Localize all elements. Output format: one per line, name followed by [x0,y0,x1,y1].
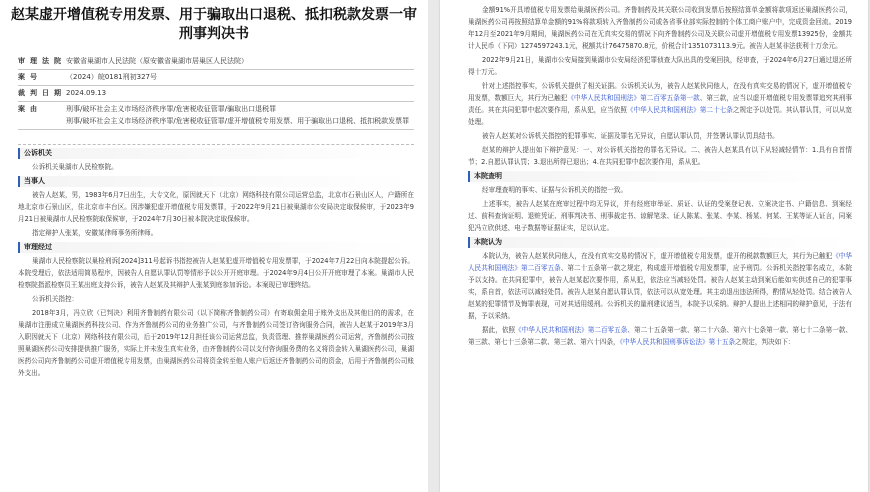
document-page-right [440,0,868,492]
meta-value-judgment-date: 2024.09.13 [66,89,107,97]
section-heading-findings: 本院查明 [468,171,852,182]
meta-label: 案由 [18,105,42,113]
meta-cause-line2: 刑事/破坏社会主义市场经济秩序罪/危害税收征管罪/虚开增值税专用发票、用于骗取出口退税、抵扣税款发票罪 [66,117,410,125]
paragraph: 被告人赵某对公诉机关指控的犯罪事实、证据及罪名无异议，自愿认罪认罚，并签署认罪认罚具结书。 [482,132,779,140]
paragraph: 赵某的辩护人提出如下辩护意见：一、对公诉机关指控的罪名无异议。二、被告人赵某具有以下从轻减轻情节：1.具有自首情节；2.自愿认罪认罚；3.退出所得已退出；4.在共同犯罪中起次要作用，系从犯。 [468,146,852,166]
meta-label: 裁判日期 [18,89,66,97]
paragraph: 2022年9月21日，巢湖市公安局接到巢湖市公安局经济犯罪侦查大队出具的受案回执，经审查，于2024年6月27日通过退还所得十万元。 [468,56,852,76]
meta-value-cause [66,103,414,127]
paragraph: 据此，依照《中华人民共和国刑法》第二百零五条、第二十五条第一款、第二十六条、第六十七条第一款、第七十二条第一款、第三款、第七十三条第二款、第三款、第六十四条，《中华人民共和国刑事诉讼法》第十五条之规定，判决如下： [468,326,853,346]
paragraph: 被告人赵某，男，1983年6月7日出生，大专文化，原因就天下（北京）网络科技有限公司运营总监，北京市石景山区人，户籍所在地北京市石景山区，住北京市丰台区。因涉嫌犯虚开增值税专用发票罪，于2022年9月21日被巢湖市公安局决定取保候审，于2023年9月21日被巢湖市人民检察院取保候审，于2024年7月30日被本院决定取保候审。 [18,191,414,223]
section-heading-parties: 当事人 [18,176,414,187]
meta-label: 案号 [18,73,42,81]
paragraph: 经审理查明的事实、证据与公诉机关的指控一致。 [482,186,628,194]
paragraph: 本院认为，被告人赵某伙同他人，在没有真实交易的情况下，虚开增值税专用发票，虚开的税款数额巨大，其行为已触犯《中华人民共和国刑法》第二百零五条、第二十五条第一款之规定，构成虚开增值税专用发票罪，应予刑罚。公诉机关指控罪名成立，本院予以支持。在共同犯罪中，被告人赵某起次要作用，系从犯，依法应当减轻处罚。被告人赵某主动到案后能如实供述自己的犯罪事实，系自首，依法可以减轻处罚。被告人赵某自愿认罪认罚，依法可以从宽处理。其主动退出违法所得，酌情从轻处罚。结合被告人赵某的犯罪情节及悔罪表现，可对其适用缓刑。公诉机关的量刑建议适当，本院予以采纳。辩护人提出上述相同的辩护意见，于法有据，予以采纳。 [468,252,853,320]
meta-row-case-number [18,70,414,86]
paragraph: 公诉机关巢湖市人民检察院。 [32,163,118,171]
statute-link[interactable]: 《中华人民共和国刑法》第二百零五条第一款 [567,94,700,102]
metadata-table [18,54,414,130]
paragraph: 巢湖市人民检察院以巢检刑诉[2024]311号起诉书指控被告人赵某犯虚开增值税专用发票罪，于2024年7月22日向本院提起公诉。本院受理后，依法适用简易程序，因被告人自愿认罪认罚等情形予以公开开庭审理。于2024年9月4日公开开庭审理了本案。巢湖市人民检察院指派检察员王某出庭支持公诉，被告人赵某及其辩护人张某到庭参加诉讼。本案现已审理终结。 [18,257,414,289]
meta-row-judgment-date [18,86,414,102]
meta-value-court: 安徽省巢湖市人民法院（原安徽省巢湖市居巢区人民法院） [66,57,248,65]
document-page-left [0,0,428,492]
paragraph: 2018年3月，冯立欣（已判决）利用齐鲁制药有限公司（以下简称齐鲁制药公司）有寄取佣金用于账外支出及其他目的的需求，在巢湖市注册成立巢湖医药科技公司、作为齐鲁制药公司的业务推广公司，与齐鲁制药公司签订咨询服务合同，被告人赵某于2019年3月入职因就天下（北京）网络科技有限公司，后于2019年12月担任该公司运营总监，负责管理、推荐巢湖医药公司运营，齐鲁制药公司按照巢湖医药公司安排提供推广服务，实际上并未发生真实业务，由齐鲁制药公司以支付咨询服务费的名义将资金转入巢湖医药公司，巢湖医药公司向齐鲁制药公司虚开增值税专用发票，由巢湖医药公司将资金转至他人账户后返还齐鲁制药公司的资金，后用于齐鲁制药公司账外支出。 [18,309,414,377]
page-gap [428,0,440,492]
meta-cause-line1: 刑事/破坏社会主义市场经济秩序罪/危害税收征管罪/骗取出口退税罪 [66,105,277,113]
document-title-line2: 刑事判决书 [179,26,249,42]
statute-link[interactable]: 《中华人民共和国刑法》第二十七条 [626,106,733,114]
paragraph: 上述事实，被告人赵某在庭审过程中均无异议，并有经庭审举证、质证、认证的受案登记表、立案决定书、户籍信息、到案经过、前科查询证明、退赃凭证、刑事判决书、刑事裁定书、谅解笔录、证人陈某、张某、李某、杨某、何某、王某等证人证言，同案犯冯立欣供述、电子数据等证据证实，足以认定。 [468,200,852,232]
meta-label: 审理法院 [18,57,66,65]
statute-link[interactable]: 《中华人民共和国刑法》第二百零五条 [468,252,853,272]
section-heading-trial-history: 审理经过 [18,242,414,253]
meta-row-court [18,54,414,70]
paragraph: 金额91%开具增值税专用发票给巢湖医药公司。齐鲁制药及其关联公司收到发票后按照结算单金额将款项返还巢湖医药公司，巢湖医药公司再按照结算单金额的91%将款项转入齐鲁制药公司或各省事业部实际控制的个体工商户账户中，完成资金回流。2019年12月至2021年9月期间，巢湖医药公司在无真实交易的情况下向齐鲁制药公司及关联公司虚开增值税专用发票13925份，金额共计人民币（下同）1274597243.1元，税额共计76475870.8元，价税合计1351073113.9元。被告人赵某非法获利十万余元。 [468,6,852,50]
meta-row-cause [18,102,414,130]
document-title-line1: 赵某虚开增值税专用发票、用于骗取出口退税、抵扣税款发票一审 [11,7,417,23]
statute-link[interactable]: 《中华人民共和国刑事诉讼法》第十五条 [619,338,736,346]
section-heading-court-opinion: 本院认为 [468,237,852,248]
paragraph: 指定辩护人张某，安徽某律师事务所律师。 [32,229,158,237]
meta-value-case-number: （2024）皖0181刑初327号 [66,73,157,81]
section-heading-prosecutor: 公诉机关 [18,148,414,159]
section-divider [18,144,414,145]
document-title [8,6,420,44]
statute-link[interactable]: 《中华人民共和国刑法》第二百零五条 [515,326,628,334]
paragraph: 公诉机关指控： [32,295,79,303]
paragraph: 针对上述指控事实，公诉机关提供了相关证据。公诉机关认为，被告人赵某伙同他人，在没有真实交易的情况下，虚开增值税专用发票，数额巨大，其行为已触犯《中华人民共和国刑法》第二百零五条第一款、第三款，应当以虚开增值税专用发票罪追究其刑事责任。其在共同犯罪中起次要作用，系从犯，应当依照《中华人民共和国刑法》第二十七条之规定予以处罚。其认罪认罚，可以从宽处理。 [468,82,853,126]
